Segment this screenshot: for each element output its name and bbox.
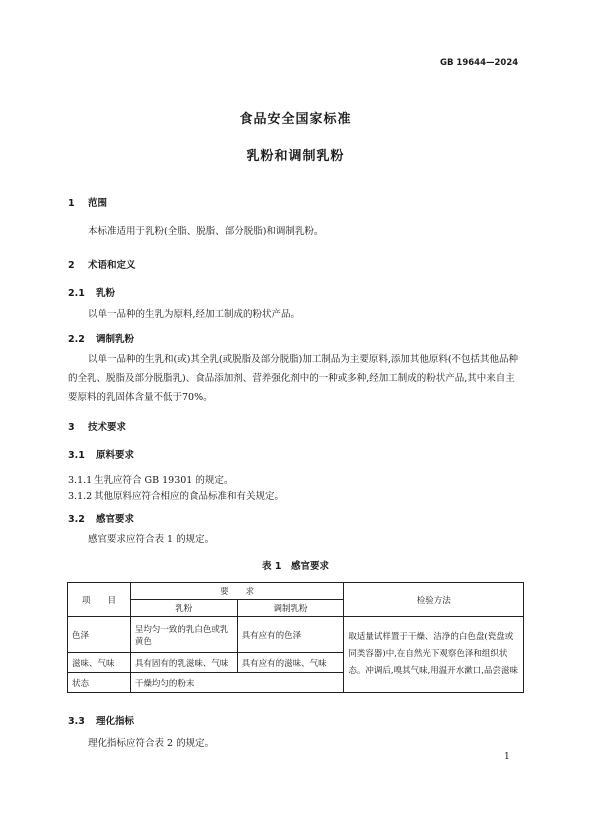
section-3-1-heading <box>68 447 134 461</box>
section-2-2-heading <box>68 331 134 345</box>
section-number: 1 <box>68 198 75 209</box>
section-number: 3.3 <box>68 716 85 727</box>
header-requirement: 要 求 <box>130 583 344 600</box>
cell-item: 滋味、气味 <box>68 653 131 673</box>
section-3-2-text: 感官要求应符合表 1 的规定。 <box>88 534 215 545</box>
clause-text: 其他原料应符合相应的食品标准和有关规定。 <box>94 491 285 502</box>
cell-formulated: 具有应有的滋味、气味 <box>237 653 344 673</box>
section-1-heading <box>68 195 107 209</box>
document-title: 食品安全国家标准 <box>239 112 352 127</box>
section-1-text: 本标准适用于乳粉(全脂、脱脂、部分脱脂)和调制乳粉。 <box>88 226 324 237</box>
clause-text: 生乳应符合 GB 19301 的规定。 <box>94 475 234 486</box>
section-title: 理化指标 <box>96 716 135 727</box>
cell-milk-powder: 具有固有的乳滋味、气味 <box>130 653 237 673</box>
clause-3-1-2 <box>68 488 284 502</box>
section-number: 3.1 <box>68 450 85 461</box>
cell-method: 取适量试样置于干燥、洁净的白色盘(瓷盘或同类容器)中,在自然光下观察色泽和组织状态。冲调后,嗅其气味,用温开水漱口,品尝滋味 <box>344 617 524 693</box>
page-number: 1 <box>504 752 510 762</box>
header-item: 项 目 <box>68 583 131 617</box>
section-number: 2.1 <box>68 288 85 299</box>
section-3-heading <box>68 419 126 433</box>
header-method: 检验方法 <box>344 583 524 617</box>
section-2-heading <box>68 257 136 271</box>
cell-milk-powder: 呈均匀一致的乳白色或乳黄色 <box>130 617 237 653</box>
section-2-2-text: 以单一品种的生乳和(或)其全乳(或脱脂及部分脱脂)加工制品为主要原料,添加其他原料(不包括其他品种的全乳、脱脂及部分脱脂乳)、食品添加剂、营养强化剂中的一种或多种,经加工制成的粉状产品,其中来自主要原料的乳固体含量不低于70%。 <box>68 354 519 403</box>
section-title: 乳粉 <box>96 288 116 299</box>
clause-number: 3.1.1 <box>68 475 93 486</box>
section-title: 术语和定义 <box>88 260 136 271</box>
section-number: 2 <box>68 260 75 271</box>
section-title: 范围 <box>88 198 108 209</box>
section-number: 2.2 <box>68 334 85 345</box>
section-title: 原料要求 <box>96 450 135 461</box>
section-number: 3.2 <box>68 514 85 525</box>
sensory-requirements-table <box>67 582 524 693</box>
section-title: 调制乳粉 <box>96 334 135 345</box>
section-2-1-heading <box>68 285 115 299</box>
cell-item: 色泽 <box>68 617 131 653</box>
section-title: 技术要求 <box>88 422 127 433</box>
cell-item: 状态 <box>68 673 131 693</box>
clause-number: 3.1.2 <box>68 491 93 502</box>
header-milk-powder: 乳粉 <box>130 600 237 617</box>
section-3-3-heading <box>68 713 134 727</box>
table-1-title: 表 1 感官要求 <box>262 561 329 572</box>
section-2-1-text: 以单一品种的生乳为原料,经加工制成的粉状产品。 <box>88 309 301 320</box>
section-3-2-heading <box>68 511 134 525</box>
clause-3-1-1 <box>68 472 233 486</box>
section-title: 感官要求 <box>96 514 135 525</box>
section-number: 3 <box>68 422 75 433</box>
cell-merged: 干燥均匀的粉末 <box>130 673 344 693</box>
standard-number: GB 19644—2024 <box>440 58 519 68</box>
table-row <box>68 617 524 653</box>
document-subtitle: 乳粉和调制乳粉 <box>246 149 345 164</box>
cell-formulated: 具有应有的色泽 <box>237 617 344 653</box>
header-formulated-milk-powder: 调制乳粉 <box>237 600 344 617</box>
section-3-3-text: 理化指标应符合表 2 的规定。 <box>88 738 215 749</box>
